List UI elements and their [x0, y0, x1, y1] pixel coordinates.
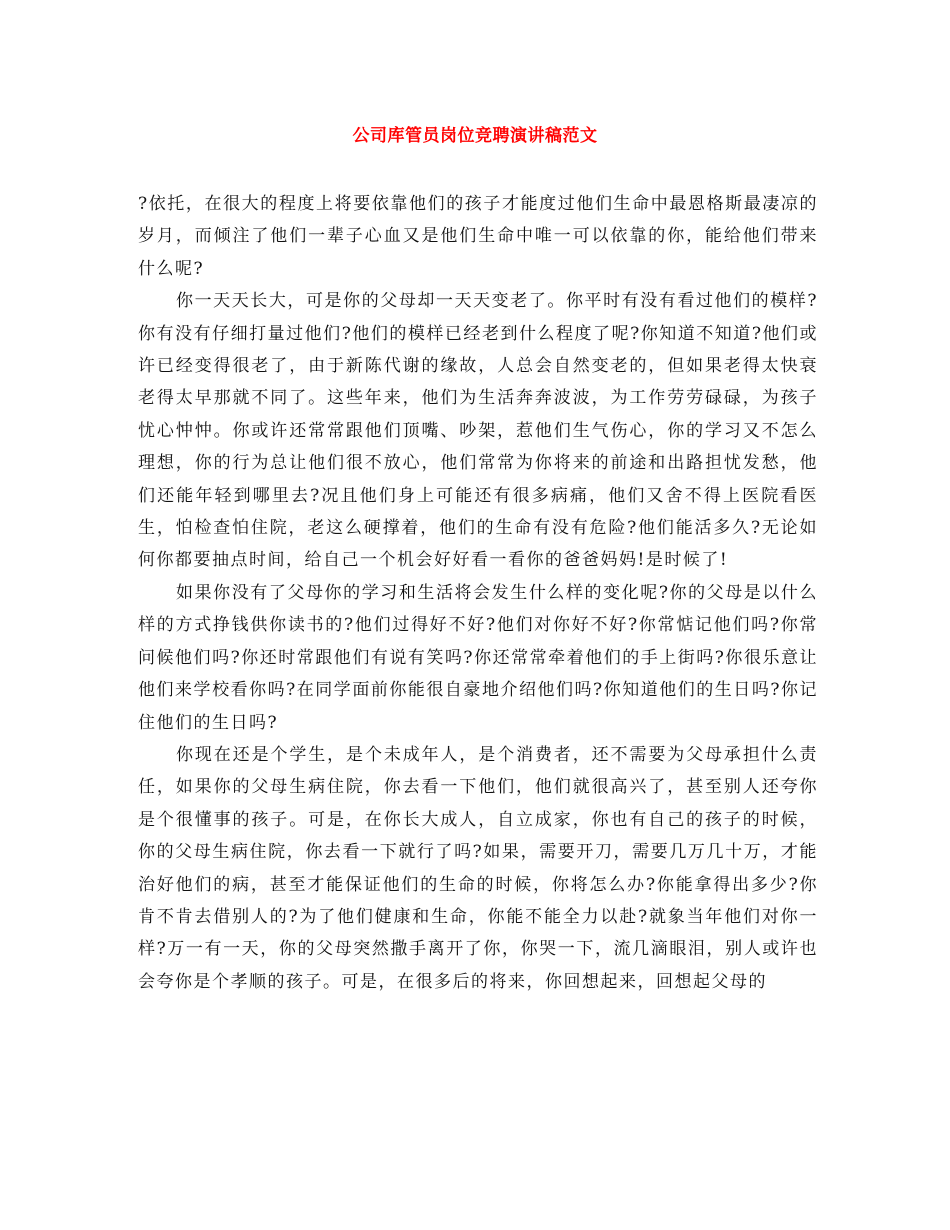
- paragraph: ?依托，在很大的程度上将要依靠他们的孩子才能度过他们生命中最恩格斯最凄凉的岁月，而倾注了他们一辈子心血又是他们生命中唯一可以依靠的你，能给他们带来什么呢?: [138, 194, 818, 279]
- document-title: 公司库管员岗位竞聘演讲稿范文: [352, 126, 598, 146]
- paragraph: 如果你没有了父母你的学习和生活将会发生什么样的变化呢?你的父母是以什么样的方式挣钱供你读书的?他们过得好不好?他们对你好不好?你常惦记他们吗?你常问候他们吗?你还时常跟他们有说有笑吗?你还常常牵着他们的手上街吗?你很乐意让他们来学校看你吗?在同学面前你能很自豪地介绍他们吗?你知道他们的生日吗?你记住他们的生日吗?: [138, 582, 818, 733]
- paragraph: 你现在还是个学生，是个未成年人，是个消费者，还不需要为父母承担什么责任，如果你的父母生病住院，你去看一下他们，他们就很高兴了，甚至别人还夸你是个很懂事的孩子。可是，在你长大成人，自立成家，你也有自己的孩子的时候，你的父母生病住院，你去看一下就行了吗?如果，需要开刀，需要几万几十万，才能治好他们的病，甚至才能保证他们的生命的时候，你将怎么办?你能拿得出多少?你肯不肯去借别人的?为了他们健康和生命，你能不能全力以赴?就象当年他们对你一样?万一有一天，你的父母突然撒手离开了你，你哭一下，流几滴眼泪，别人或许也会夸你是个孝顺的孩子。可是，在很多后的将来，你回想起来，回想起父母的: [138, 744, 818, 992]
- paragraph: 你一天天长大，可是你的父母却一天天变老了。你平时有没有看过他们的模样?你有没有仔细打量过他们?他们的模样已经老到什么程度了呢?你知道不知道?他们或许已经变得很老了，由于新陈代谢的缘故，人总会自然变老的，但如果老得太快衰老得太早那就不同了。这些年来，他们为生活奔奔波波，为工作劳劳碌碌，为孩子忧心忡忡。你或许还常常跟他们顶嘴、吵架，惹他们生气伤心，你的学习又不怎么理想，你的行为总让他们很不放心，他们常常为你将来的前途和出路担忧发愁，他们还能年轻到哪里去?况且他们身上可能还有很多病痛，他们又舍不得上医院看医生，怕检查怕住院，老这么硬撑着，他们的生命有没有危险?他们能活多久?无论如何你都要抽点时间，给自己一个机会好好看一看你的爸爸妈妈!是时候了!: [138, 291, 818, 571]
- document-body: [138, 188, 818, 998]
